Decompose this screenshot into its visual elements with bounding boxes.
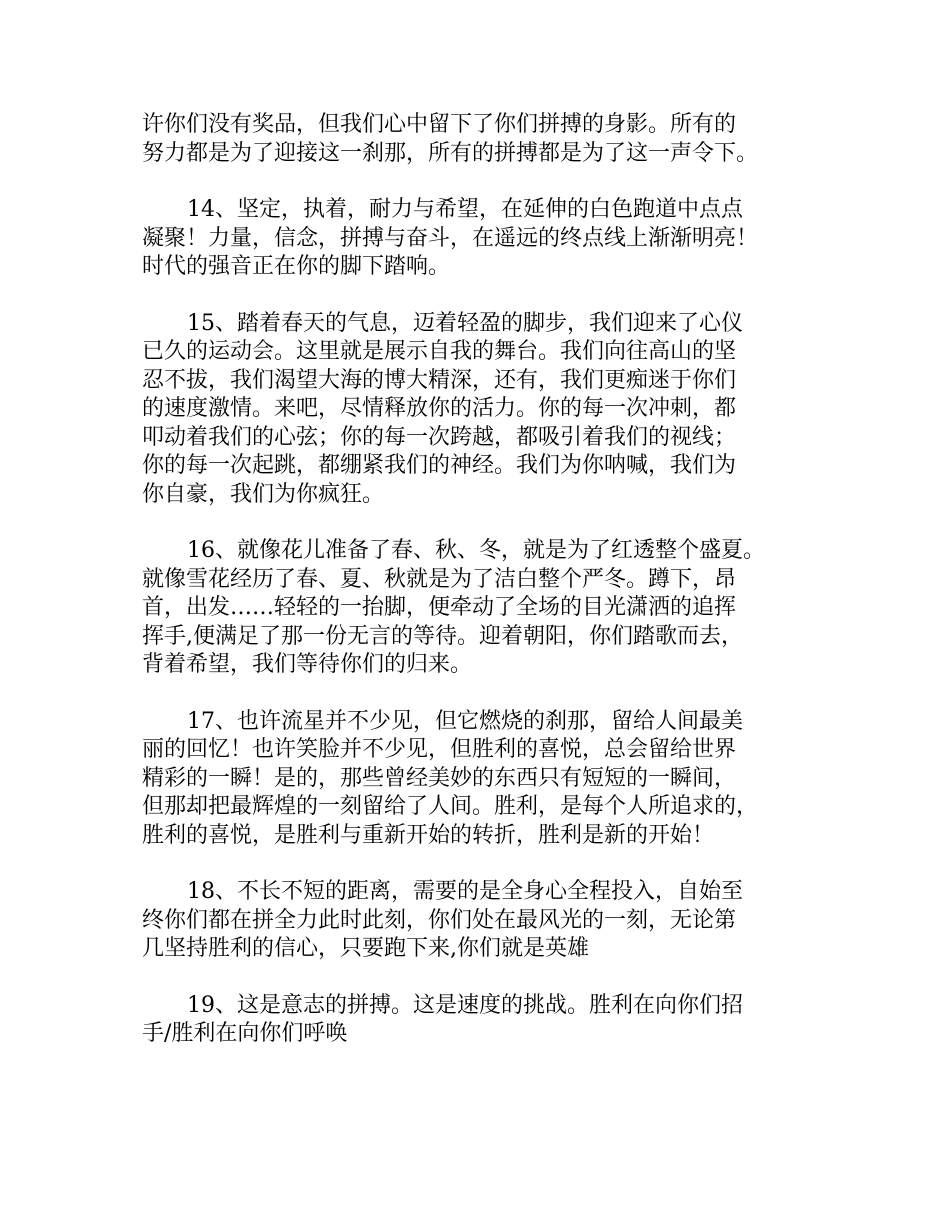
text-line: 已久的运动会。这里就是展示自我的舞台。我们向往高山的坚 — [142, 339, 737, 364]
paragraph-19 — [142, 992, 842, 1049]
text-line: 叩动着我们的心弦；你的每一次跨越，都吸引着我们的视线； — [142, 424, 737, 450]
text-line: 几坚持胜利的信心，只要跑下来,你们就是英雄 — [142, 936, 589, 961]
text-line: 忍不拔，我们渴望大海的博大精深，还有，我们更痴迷于你们 — [142, 367, 737, 393]
text-line: 终你们都在拼全力此时此刻，你们处在最风光的一刻，无论第 — [142, 907, 737, 933]
text-line: 背着希望，我们等待你们的归来。 — [142, 652, 473, 677]
text-line: 你的每一次起跳，都绷紧我们的神经。我们为你呐喊，我们为 — [142, 453, 737, 478]
text-line: 手/胜利在向你们呼唤 — [142, 1021, 348, 1046]
text-line: 精彩的一瞬！是的，那些曾经美妙的东西只有短短的一瞬间， — [142, 765, 737, 791]
text-line: 17、也许流星并不少见，但它燃烧的刹那，留给人间最美 — [187, 708, 743, 734]
text-line: 胜利的喜悦，是胜利与重新开始的转折，胜利是新的开始！ — [142, 822, 715, 848]
text-line: 18、不长不短的距离，需要的是全身心全程投入，自始至 — [187, 879, 743, 904]
text-line: 的速度激情。来吧，尽情释放你的活力。你的每一次冲刺，都 — [142, 396, 737, 421]
document-page — [142, 111, 842, 1077]
paragraph-14 — [142, 196, 842, 282]
paragraph-15 — [142, 310, 842, 510]
text-line: 16、就像花儿准备了春、秋、冬，就是为了红透整个盛夏。 — [187, 538, 765, 563]
text-line: 丽的回忆！也许笑脸并不少见，但胜利的喜悦，总会留给世界 — [142, 737, 737, 762]
text-line: 努力都是为了迎接这一刹那，所有的拼搏都是为了这一声令下。 — [142, 140, 759, 166]
text-line: 首，出发……轻轻的一抬脚，便牵动了全场的目光潇洒的追挥 — [142, 595, 737, 620]
paragraph-18 — [142, 878, 842, 964]
paragraph-13-continued — [142, 111, 842, 168]
text-line: 你自豪，我们为你疯狂。 — [142, 481, 385, 507]
text-line: 许你们没有奖品，但我们心中留下了你们拼搏的身影。所有的 — [142, 112, 737, 137]
text-line: 15、踏着春天的气息，迈着轻盈的脚步，我们迎来了心仪 — [187, 310, 743, 336]
paragraph-16 — [142, 537, 842, 680]
text-line: 就像雪花经历了春、夏、秋就是为了洁白整个严冬。蹲下，昂 — [142, 566, 737, 592]
text-line: 14、坚定，执着，耐力与希望，在延伸的白色跑道中点点 — [187, 197, 743, 222]
text-line: 时代的强音正在你的脚下踏响。 — [142, 254, 451, 279]
paragraph-17 — [142, 708, 842, 851]
text-line: 凝聚！力量，信念，拼搏与奋斗，在遥远的终点线上渐渐明亮！ — [142, 225, 759, 251]
text-line: 19、这是意志的拼搏。这是速度的挑战。胜利在向你们招 — [187, 992, 743, 1018]
text-line: 但那却把最辉煌的一刻留给了人间。胜利，是每个人所追求的， — [142, 794, 759, 819]
text-line: 挥手,便满足了那一份无言的等待。迎着朝阳，你们踏歌而去， — [142, 623, 743, 649]
